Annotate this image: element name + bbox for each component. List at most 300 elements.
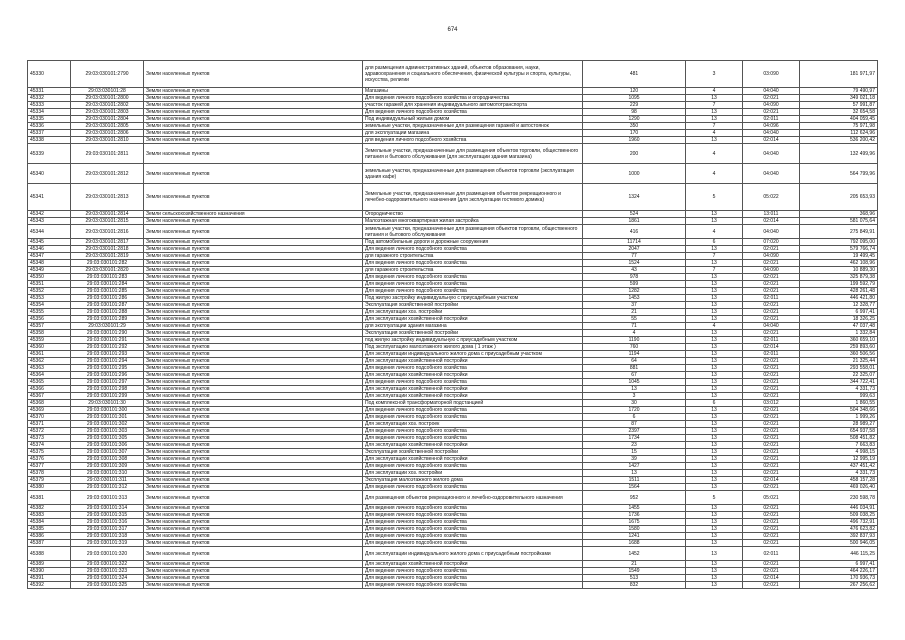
use-code-cell: 02:021 [743, 309, 800, 316]
group-cell: 13 [686, 218, 743, 225]
group-cell: 13 [686, 316, 743, 323]
cadastral-value-cell: 360 659,10 [800, 337, 878, 344]
group-cell: 13 [686, 379, 743, 386]
group-cell: 13 [686, 309, 743, 316]
use-code-cell: 04:090 [743, 253, 800, 260]
cadastral-number-cell: 29:03:030101:2802 [71, 102, 144, 109]
table-row [28, 351, 878, 358]
area-cell: 21 [583, 561, 686, 568]
group-cell: 13 [686, 435, 743, 442]
use-code-cell: 02:021 [743, 407, 800, 414]
land-category-cell: Земли населенных пунктов [144, 568, 363, 575]
permitted-use-cell: для размещения административных зданий, объектов образования, науки, здравоохранения и социального обеспечения, физической культуры и спорта, культуры, искусства, религии [363, 61, 583, 88]
row-number-cell: 45353 [28, 295, 71, 302]
table-row [28, 505, 878, 512]
area-cell: 43 [583, 267, 686, 274]
land-category-cell: Земли населенных пунктов [144, 302, 363, 309]
table-row [28, 316, 878, 323]
land-category-cell: Земли населенных пунктов [144, 267, 363, 274]
use-code-cell: 02:011 [743, 351, 800, 358]
land-category-cell: Земли населенных пунктов [144, 323, 363, 330]
permitted-use-cell: Для ведения личного подсобного хозяйства [363, 582, 583, 589]
cadastral-number-cell: 29:03:030101:303 [71, 428, 144, 435]
table-row [28, 211, 878, 218]
cadastral-value-cell: 325 879,38 [800, 274, 878, 281]
permitted-use-cell: для гаражного строительства [363, 253, 583, 260]
use-code-cell: 02:021 [743, 281, 800, 288]
table-row [28, 109, 878, 116]
cadastral-value-cell: 6 997,41 [800, 309, 878, 316]
table-body [28, 61, 878, 589]
cadastral-number-cell: 29:03:030101:2810 [71, 137, 144, 144]
land-category-cell: Земли населенных пунктов [144, 533, 363, 540]
cadastral-value-cell: 500 946,05 [800, 540, 878, 547]
cadastral-value-cell: 199 592,79 [800, 281, 878, 288]
area-cell: 1564 [583, 484, 686, 491]
land-category-cell: Земли населенных пунктов [144, 463, 363, 470]
cadastral-number-cell: 29:03:030101:2815 [71, 218, 144, 225]
cadastral-number-cell: 29:03:030101:283 [71, 274, 144, 281]
cadastral-number-cell: 29:03:030101:30 [71, 400, 144, 407]
permitted-use-cell: земельные участки, предназначенные для размещения объектов торговли, общественного питания и бытового обслуживания [363, 225, 583, 239]
cadastral-value-cell: 392 837,93 [800, 533, 878, 540]
land-category-cell: Земли населенных пунктов [144, 449, 363, 456]
row-number-cell: 45350 [28, 274, 71, 281]
land-category-cell: Земли населенных пунктов [144, 519, 363, 526]
cadastral-value-cell: 792 095,00 [800, 239, 878, 246]
cadastral-value-cell: 4 331,73 [800, 386, 878, 393]
use-code-cell: 02:021 [743, 316, 800, 323]
cadastral-value-cell: 57 991,87 [800, 102, 878, 109]
use-code-cell: 02:014 [743, 218, 800, 225]
group-cell: 13 [686, 302, 743, 309]
row-number-cell: 45340 [28, 164, 71, 184]
area-cell: 1524 [583, 260, 686, 267]
cadastral-value-cell: 1 999,26 [800, 414, 878, 421]
row-number-cell: 45347 [28, 253, 71, 260]
area-cell: 978 [583, 274, 686, 281]
cadastral-value-cell: 47 037,48 [800, 323, 878, 330]
group-cell: 13 [686, 260, 743, 267]
cadastral-value-cell: 293 558,01 [800, 365, 878, 372]
cadastral-value-cell: 267 256,62 [800, 582, 878, 589]
area-cell: 832 [583, 582, 686, 589]
permitted-use-cell: Малоэтажная многоквартирная жилая застройка [363, 218, 583, 225]
table-row [28, 337, 878, 344]
cadastral-number-cell: 29:03:030101:2820 [71, 267, 144, 274]
use-code-cell: 02:021 [743, 582, 800, 589]
group-cell: 13 [686, 288, 743, 295]
cadastral-number-cell: 29:03:030101:310 [71, 470, 144, 477]
row-number-cell: 45336 [28, 123, 71, 130]
cadastral-number-cell: 29:03:030101:320 [71, 547, 144, 561]
cadastral-number-cell: 29:03:030101:322 [71, 561, 144, 568]
cadastral-number-cell: 29:03:030101:300 [71, 407, 144, 414]
cadastral-value-cell: 344 722,41 [800, 379, 878, 386]
row-number-cell: 45373 [28, 435, 71, 442]
cadastral-value-cell: 230 598,78 [800, 491, 878, 505]
area-cell: 881 [583, 365, 686, 372]
land-category-cell: Земли населенных пунктов [144, 505, 363, 512]
cadastral-value-cell: 446 034,91 [800, 505, 878, 512]
cadastral-number-cell: 29:03:030101:297 [71, 379, 144, 386]
cadastral-number-cell: 29:03:030101:324 [71, 575, 144, 582]
use-code-cell: 05:021 [743, 491, 800, 505]
cadastral-value-cell: 504 348,66 [800, 407, 878, 414]
use-code-cell: 02:021 [743, 435, 800, 442]
row-number-cell: 45332 [28, 95, 71, 102]
land-category-cell: Земли населенных пунктов [144, 358, 363, 365]
permitted-use-cell: Для размещения объектов рекреационного и лечебно-оздоровительного назначения [363, 491, 583, 505]
group-cell: 13 [686, 449, 743, 456]
area-cell: 1511 [583, 477, 686, 484]
land-category-cell: Земли населенных пунктов [144, 344, 363, 351]
cadastral-value-cell: 28 989,27 [800, 421, 878, 428]
area-cell: 2397 [583, 428, 686, 435]
land-category-cell: Земли населенных пунктов [144, 540, 363, 547]
permitted-use-cell: Для ведения личного подсобного хозяйства [363, 505, 583, 512]
group-cell: 13 [686, 540, 743, 547]
row-number-cell: 45363 [28, 365, 71, 372]
use-code-cell: 02:011 [743, 337, 800, 344]
group-cell: 13 [686, 137, 743, 144]
land-category-cell: Земли населенных пунктов [144, 330, 363, 337]
row-number-cell: 45339 [28, 144, 71, 164]
group-cell: 4 [686, 164, 743, 184]
area-cell: 87 [583, 421, 686, 428]
table-row [28, 393, 878, 400]
cadastral-value-cell: 404 059,45 [800, 116, 878, 123]
use-code-cell: 02:021 [743, 246, 800, 253]
use-code-cell: 02:011 [743, 116, 800, 123]
table-row [28, 253, 878, 260]
table-row [28, 491, 878, 505]
group-cell: 5 [686, 184, 743, 211]
row-number-cell: 45381 [28, 491, 71, 505]
table-row [28, 400, 878, 407]
cadastral-number-cell: 29:03:030101:314 [71, 505, 144, 512]
land-category-cell: Земли населенных пунктов [144, 400, 363, 407]
cadastral-number-cell: 29:03:030101:318 [71, 533, 144, 540]
area-cell: 1241 [583, 533, 686, 540]
table-row [28, 519, 878, 526]
use-code-cell: 02:021 [743, 302, 800, 309]
land-category-cell: Земли населенных пунктов [144, 246, 363, 253]
area-cell: 120 [583, 88, 686, 95]
area-cell: 71 [583, 323, 686, 330]
cadastral-value-cell: 21 325,44 [800, 358, 878, 365]
cadastral-number-cell: 29:03:030101:291 [71, 337, 144, 344]
cadastral-value-cell: 112 624,96 [800, 130, 878, 137]
area-cell: 4 [583, 330, 686, 337]
cadastral-value-cell: 581 075,64 [800, 218, 878, 225]
permitted-use-cell: Для эксплуатации хозяйственной постройки [363, 393, 583, 400]
cadastral-value-cell: 32 654,58 [800, 109, 878, 116]
table-row [28, 267, 878, 274]
area-cell: 1324 [583, 184, 686, 211]
group-cell: 7 [686, 267, 743, 274]
cadastral-value-cell: 464 226,17 [800, 568, 878, 575]
use-code-cell: 02:021 [743, 95, 800, 102]
group-cell: 13 [686, 547, 743, 561]
row-number-cell: 45384 [28, 519, 71, 526]
area-cell: 1861 [583, 218, 686, 225]
area-cell: 3 [583, 393, 686, 400]
permitted-use-cell: Для ведения личного подсобного хозяйства [363, 463, 583, 470]
permitted-use-cell: Для эксплуатации индивидуального жилого дома с приусадебным участком [363, 351, 583, 358]
group-cell: 7 [686, 123, 743, 130]
cadastral-number-cell: 29:03:030101:323 [71, 568, 144, 575]
land-category-cell: Земли населенных пунктов [144, 575, 363, 582]
table-row [28, 547, 878, 561]
table-row [28, 442, 878, 449]
use-code-cell: 04:040 [743, 88, 800, 95]
permitted-use-cell: Эксплуатация хозяйственной постройки [363, 449, 583, 456]
table-row [28, 239, 878, 246]
cadastral-number-cell: 29:03:030101:293 [71, 351, 144, 358]
group-cell: 13 [686, 519, 743, 526]
cadastral-number-cell: 29:03:030101:311 [71, 477, 144, 484]
table-row [28, 309, 878, 316]
table-row [28, 164, 878, 184]
area-cell: 15 [583, 449, 686, 456]
cadastral-number-cell: 29:03:030101:2800 [71, 95, 144, 102]
permitted-use-cell: Для ведения личного подсобного хозяйства [363, 109, 583, 116]
table-row [28, 184, 878, 211]
cadastral-value-cell: 132 499,96 [800, 144, 878, 164]
land-category-cell: Земли населенных пунктов [144, 225, 363, 239]
use-code-cell: 04:040 [743, 164, 800, 184]
area-cell: 77 [583, 253, 686, 260]
cadastral-number-cell: 29:03:030101:2804 [71, 116, 144, 123]
row-number-cell: 45386 [28, 533, 71, 540]
land-category-cell: Земли населенных пунктов [144, 164, 363, 184]
area-cell: 1045 [583, 379, 686, 386]
group-cell: 6 [686, 239, 743, 246]
land-category-cell: Земли населенных пунктов [144, 281, 363, 288]
group-cell: 13 [686, 575, 743, 582]
cadastral-value-cell: 205 653,93 [800, 184, 878, 211]
use-code-cell: 02:014 [743, 477, 800, 484]
land-category-cell: Земли населенных пунктов [144, 239, 363, 246]
cadastral-number-cell: 29:03:030101:292 [71, 344, 144, 351]
permitted-use-cell: Для эксплуатации хозяйственной постройки [363, 316, 583, 323]
land-category-cell: Земли населенных пунктов [144, 116, 363, 123]
table-row [28, 281, 878, 288]
row-number-cell: 45360 [28, 344, 71, 351]
permitted-use-cell: Для ведения личного подсобного хозяйства [363, 414, 583, 421]
land-category-cell: Земли населенных пунктов [144, 491, 363, 505]
row-number-cell: 45359 [28, 337, 71, 344]
cadastral-value-cell: 654 937,58 [800, 428, 878, 435]
cadastral-number-cell: 29:03:030101:301 [71, 414, 144, 421]
land-category-cell: Земли населенных пунктов [144, 470, 363, 477]
area-cell: 200 [583, 144, 686, 164]
group-cell: 13 [686, 463, 743, 470]
use-code-cell: 02:021 [743, 568, 800, 575]
cadastral-value-cell: 12 328,77 [800, 302, 878, 309]
row-number-cell: 45349 [28, 267, 71, 274]
cadastral-value-cell: 496 732,91 [800, 519, 878, 526]
cadastral-number-cell: 29:03:030101:302 [71, 421, 144, 428]
group-cell: 13 [686, 281, 743, 288]
cadastral-number-cell: 29:03:030101:289 [71, 316, 144, 323]
row-number-cell: 45331 [28, 88, 71, 95]
table-row [28, 116, 878, 123]
cadastral-value-cell: 437 451,42 [800, 463, 878, 470]
table-row [28, 144, 878, 164]
cadastral-value-cell: 1 332,84 [800, 330, 878, 337]
area-cell: 13 [583, 386, 686, 393]
area-cell: 1000 [583, 164, 686, 184]
permitted-use-cell: Для ведения личного подсобного хозяйства [363, 512, 583, 519]
permitted-use-cell: Для ведения личного подсобного хозяйства [363, 288, 583, 295]
row-number-cell: 45382 [28, 505, 71, 512]
land-category-cell: Земли населенных пунктов [144, 456, 363, 463]
cadastral-value-cell: 462 108,96 [800, 260, 878, 267]
row-number-cell: 45380 [28, 484, 71, 491]
table-row [28, 246, 878, 253]
land-category-cell: Земли населенных пунктов [144, 309, 363, 316]
group-cell: 13 [686, 512, 743, 519]
row-number-cell: 45352 [28, 288, 71, 295]
table-row [28, 435, 878, 442]
area-cell: 229 [583, 102, 686, 109]
group-cell: 13 [686, 246, 743, 253]
use-code-cell: 02:021 [743, 393, 800, 400]
land-category-cell: Земли населенных пунктов [144, 130, 363, 137]
cadastral-number-cell: 29:03:030101:29 [71, 323, 144, 330]
area-cell: 1290 [583, 116, 686, 123]
land-category-cell: Земли населенных пунктов [144, 407, 363, 414]
group-cell: 4 [686, 144, 743, 164]
use-code-cell: 02:021 [743, 456, 800, 463]
cadastral-value-cell: 446 421,80 [800, 295, 878, 302]
cadastral-value-cell: 259 893,60 [800, 344, 878, 351]
table-row [28, 463, 878, 470]
use-code-cell: 02:014 [743, 344, 800, 351]
cadastral-number-cell: 29:03:030101:285 [71, 288, 144, 295]
permitted-use-cell: Для эксплуатации хоз. построек [363, 421, 583, 428]
permitted-use-cell: Для эксплуатации хозяйственной постройки [363, 372, 583, 379]
group-cell: 13 [686, 344, 743, 351]
area-cell: 952 [583, 491, 686, 505]
permitted-use-cell: Для ведения личного подсобного хозяйства [363, 281, 583, 288]
cadastral-number-cell: 29:03:030101:316 [71, 519, 144, 526]
permitted-use-cell: Для ведения личного подсобного хозяйства [363, 246, 583, 253]
permitted-use-cell: Под автомобильные дороги и дорожные сооружения [363, 239, 583, 246]
permitted-use-cell: Для ведения личного подсобного хозяйства [363, 365, 583, 372]
use-code-cell: 02:021 [743, 428, 800, 435]
use-code-cell: 04:090 [743, 267, 800, 274]
cadastral-number-cell: 29:03:030101:305 [71, 435, 144, 442]
land-category-cell: Земли населенных пунктов [144, 337, 363, 344]
use-code-cell: 02:021 [743, 379, 800, 386]
group-cell: 13 [686, 358, 743, 365]
use-code-cell: 03:090 [743, 61, 800, 88]
group-cell: 6 [686, 400, 743, 407]
land-category-cell: Земли населенных пунктов [144, 428, 363, 435]
land-category-cell: Земли населенных пунктов [144, 414, 363, 421]
group-cell: 13 [686, 442, 743, 449]
cadastral-number-cell: 29:03:030101:288 [71, 309, 144, 316]
land-category-cell: Земли населенных пунктов [144, 512, 363, 519]
group-cell: 13 [686, 526, 743, 533]
row-number-cell: 45378 [28, 470, 71, 477]
table-row [28, 61, 878, 88]
permitted-use-cell: Под эксплуатацию малоэтажного жилого дома ( 1 этаж ) [363, 344, 583, 351]
area-cell: 6 [583, 414, 686, 421]
table-row [28, 477, 878, 484]
area-cell: 21 [583, 309, 686, 316]
area-cell: 760 [583, 344, 686, 351]
land-category-cell: Земли сельскохозяйственного назначения [144, 211, 363, 218]
land-category-cell: Земли населенных пунктов [144, 365, 363, 372]
use-code-cell: 04:096 [743, 123, 800, 130]
cadastral-value-cell: 509 038,25 [800, 512, 878, 519]
permitted-use-cell: Для ведения личного подсобного хозяйства [363, 484, 583, 491]
table-row [28, 260, 878, 267]
table-row [28, 456, 878, 463]
cadastral-value-cell: 4 331,73 [800, 470, 878, 477]
row-number-cell: 45358 [28, 330, 71, 337]
area-cell: 416 [583, 225, 686, 239]
area-cell: 1688 [583, 540, 686, 547]
table-row [28, 379, 878, 386]
row-number-cell: 45391 [28, 575, 71, 582]
cadastral-number-cell: 29:03:030101:2813 [71, 184, 144, 211]
row-number-cell: 45356 [28, 316, 71, 323]
group-cell: 13 [686, 582, 743, 589]
group-cell: 13 [686, 372, 743, 379]
area-cell: 1580 [583, 526, 686, 533]
cadastral-value-cell: 170 936,73 [800, 575, 878, 582]
group-cell: 4 [686, 130, 743, 137]
land-category-cell: Земли населенных пунктов [144, 260, 363, 267]
cadastral-value-cell: 999,63 [800, 393, 878, 400]
area-cell: 64 [583, 358, 686, 365]
cadastral-number-cell: 29:03:030101:287 [71, 302, 144, 309]
cadastral-number-cell: 29:03:030101:312 [71, 484, 144, 491]
row-number-cell: 45334 [28, 109, 71, 116]
group-cell: 13 [686, 470, 743, 477]
use-code-cell: 02:021 [743, 484, 800, 491]
group-cell: 13 [686, 484, 743, 491]
cadastral-value-cell: 275 849,91 [800, 225, 878, 239]
area-cell: 1190 [583, 337, 686, 344]
area-cell: 599 [583, 281, 686, 288]
row-number-cell: 45330 [28, 61, 71, 88]
cadastral-value-cell: 12 995,19 [800, 456, 878, 463]
area-cell: 1453 [583, 295, 686, 302]
permitted-use-cell: Под жилую застройку индивидуальную с приусадебным участком [363, 295, 583, 302]
group-cell: 13 [686, 407, 743, 414]
table-row [28, 540, 878, 547]
permitted-use-cell: Для эксплуатации хозяйственной постройки [363, 456, 583, 463]
row-number-cell: 45368 [28, 400, 71, 407]
row-number-cell: 45333 [28, 102, 71, 109]
cadastral-number-cell: 29:03:030101:284 [71, 281, 144, 288]
use-code-cell: 07:020 [743, 239, 800, 246]
table-row [28, 386, 878, 393]
row-number-cell: 45351 [28, 281, 71, 288]
permitted-use-cell: Под комплексной трансформаторной подстанцией [363, 400, 583, 407]
area-cell: 1452 [583, 547, 686, 561]
area-cell: 39 [583, 456, 686, 463]
cadastral-value-cell: 564 799,96 [800, 164, 878, 184]
permitted-use-cell: Земельные участки, предназначенные для размещения объектов рекреационного и лечебно-оздоровительного назначения (для эксплуатации гостевого домика) [363, 184, 583, 211]
permitted-use-cell: земельные участки, предназначенные для размещения объектов торговли (эксплуатация здания кафе) [363, 164, 583, 184]
